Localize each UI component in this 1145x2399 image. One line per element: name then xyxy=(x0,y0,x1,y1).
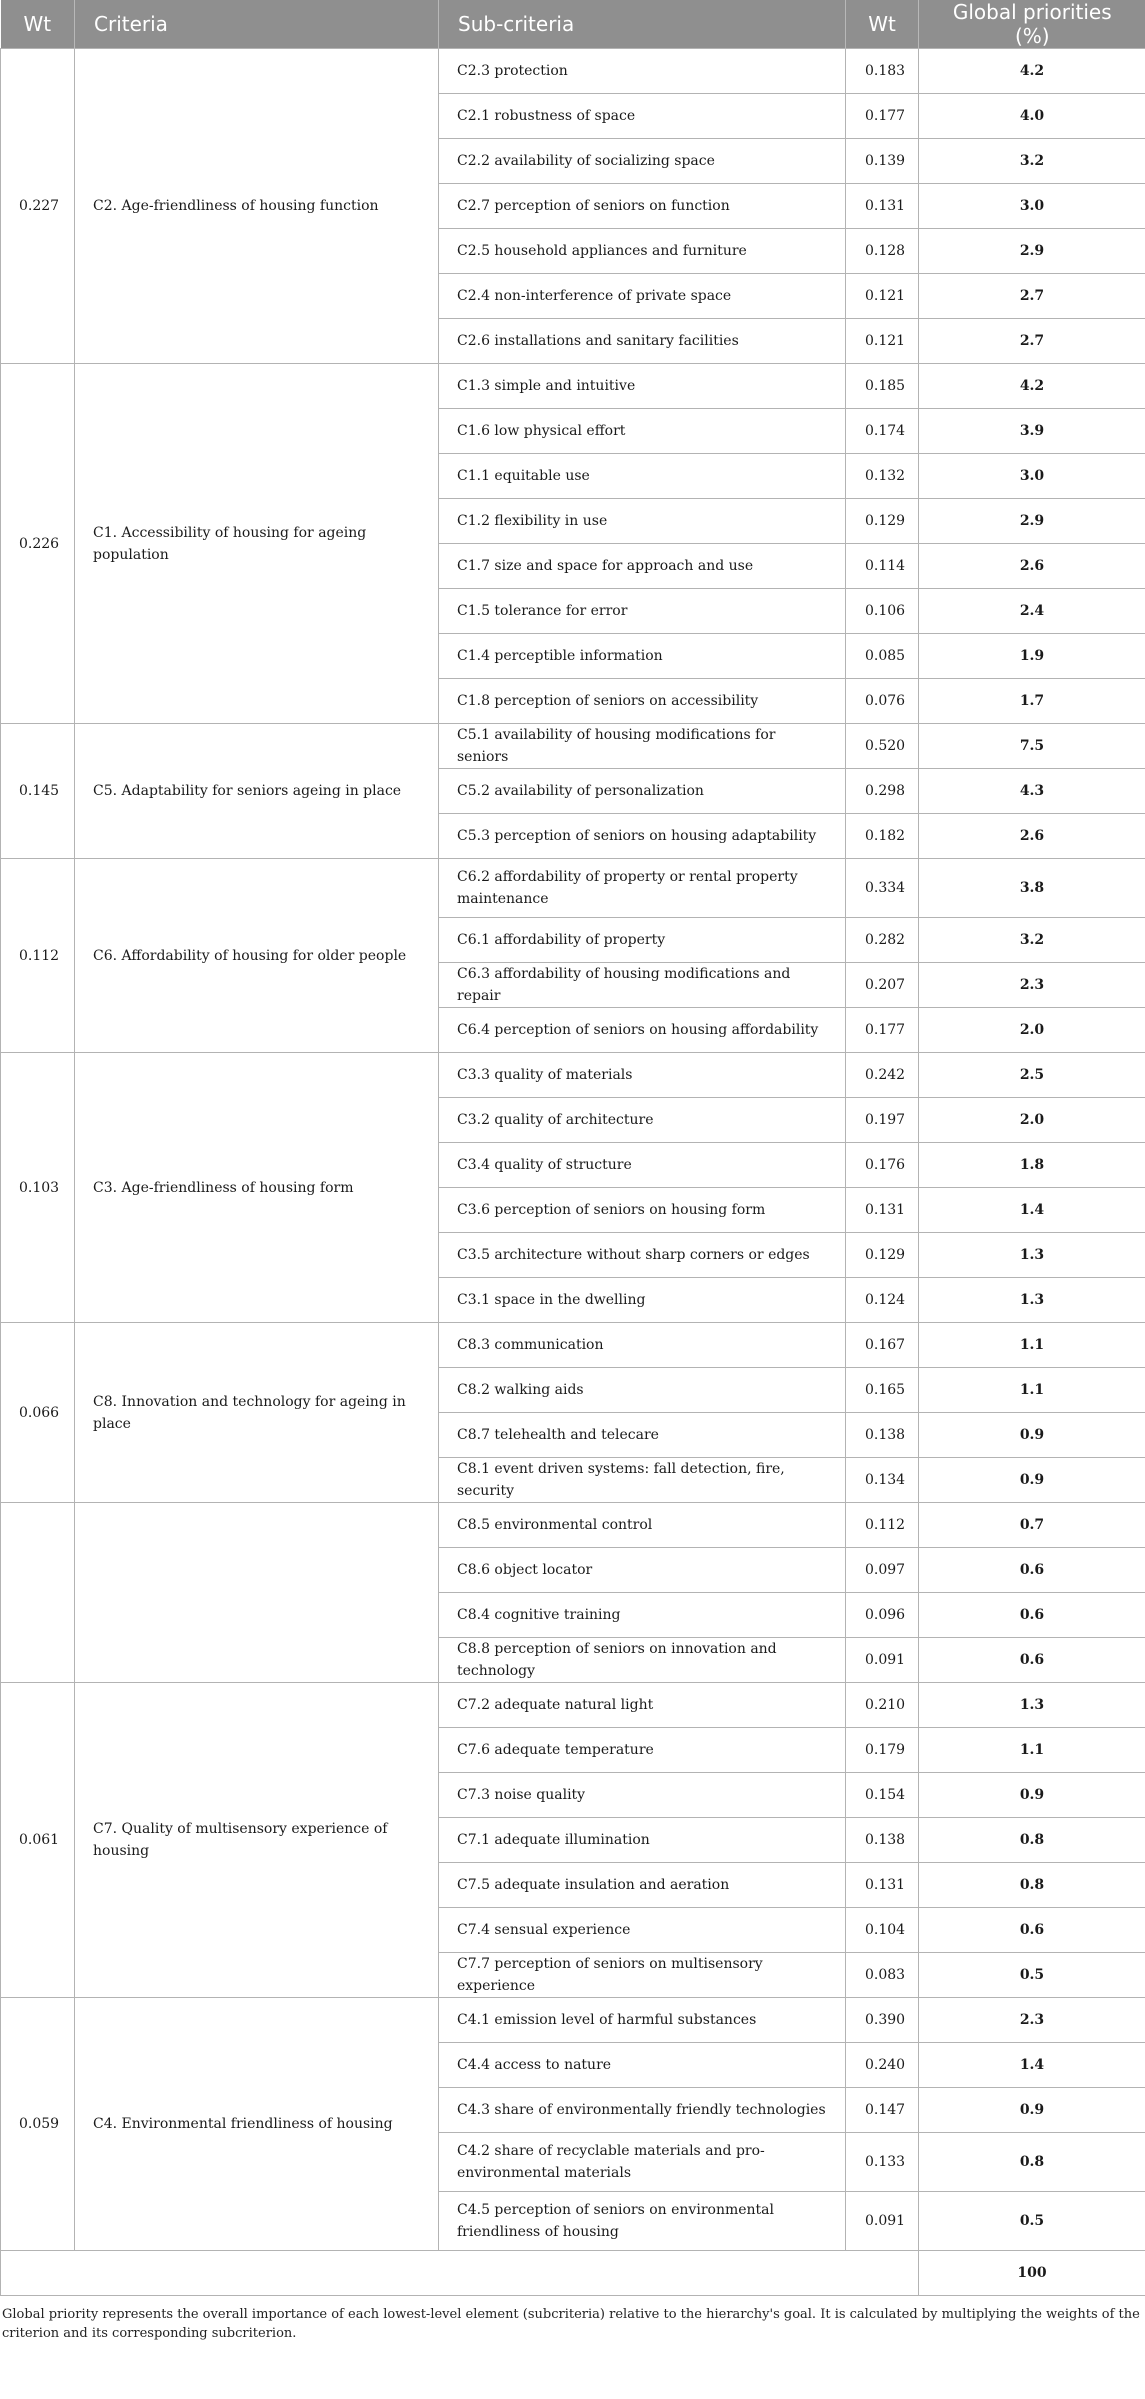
sub-criteria-weight: 0.282 xyxy=(846,918,919,963)
sub-criteria-weight: 0.131 xyxy=(846,1188,919,1233)
table-footnote: Global priority represents the overall importance of each lowest-level element (subcriteria) relative to the hierarchy's goal. It is calculated by multiplying the weights of the criterion and its corresponding subcriterion. xyxy=(2,2307,1140,2341)
sub-criteria-name: C5.3 perception of seniors on housing adaptability xyxy=(439,814,846,859)
sub-criteria-name: C7.4 sensual experience xyxy=(439,1908,846,1953)
sub-criteria-weight: 0.129 xyxy=(846,1233,919,1278)
global-priority-value: 2.7 xyxy=(919,319,1145,364)
global-priority-value: 3.9 xyxy=(919,409,1145,454)
sub-criteria-name: C8.7 telehealth and telecare xyxy=(439,1413,846,1458)
global-priority-value: 3.0 xyxy=(919,184,1145,229)
sub-criteria-weight: 0.520 xyxy=(846,724,919,769)
global-priority-value: 0.6 xyxy=(919,1593,1145,1638)
sub-criteria-weight: 0.242 xyxy=(846,1053,919,1098)
sub-criteria-name: C8.4 cognitive training xyxy=(439,1593,846,1638)
global-priority-value: 4.2 xyxy=(919,364,1145,409)
total-row xyxy=(1,2251,1145,2296)
sub-criteria-weight: 0.174 xyxy=(846,409,919,454)
global-priority-value: 1.4 xyxy=(919,1188,1145,1233)
criteria-weight xyxy=(1,1503,75,1683)
sub-criteria-weight: 0.138 xyxy=(846,1818,919,1863)
global-priority-value: 4.0 xyxy=(919,94,1145,139)
sub-criteria-weight: 0.124 xyxy=(846,1278,919,1323)
global-priority-value: 0.9 xyxy=(919,1773,1145,1818)
global-priority-value: 0.8 xyxy=(919,2133,1145,2192)
sub-criteria-name: C4.3 share of environmentally friendly technologies xyxy=(439,2088,846,2133)
sub-criteria-weight: 0.085 xyxy=(846,634,919,679)
sub-criteria-name: C3.3 quality of materials xyxy=(439,1053,846,1098)
global-priority-value: 0.9 xyxy=(919,1458,1145,1503)
table-body xyxy=(1,49,1145,2296)
sub-criteria-weight: 0.134 xyxy=(846,1458,919,1503)
global-priority-value: 2.3 xyxy=(919,1998,1145,2043)
global-priority-value: 3.2 xyxy=(919,918,1145,963)
sub-criteria-name: C5.1 availability of housing modifications for seniors xyxy=(439,724,846,769)
sub-criteria-name: C6.1 affordability of property xyxy=(439,918,846,963)
criteria-name: C3. Age-friendliness of housing form xyxy=(75,1053,439,1323)
sub-criteria-name: C6.4 perception of seniors on housing affordability xyxy=(439,1008,846,1053)
header-sub-wt: Wt xyxy=(846,0,919,49)
sub-criteria-name: C2.7 perception of seniors on function xyxy=(439,184,846,229)
global-priority-value: 2.6 xyxy=(919,544,1145,589)
sub-criteria-name: C4.4 access to nature xyxy=(439,2043,846,2088)
sub-criteria-weight: 0.210 xyxy=(846,1683,919,1728)
global-priority-value: 0.5 xyxy=(919,1953,1145,1998)
sub-criteria-name: C2.4 non-interference of private space xyxy=(439,274,846,319)
sub-criteria-weight: 0.106 xyxy=(846,589,919,634)
table-row xyxy=(1,1683,1145,1728)
global-priority-value: 7.5 xyxy=(919,724,1145,769)
sub-criteria-weight: 0.131 xyxy=(846,1863,919,1908)
global-priority-value: 2.5 xyxy=(919,1053,1145,1098)
global-priority-value: 0.8 xyxy=(919,1863,1145,1908)
sub-criteria-weight: 0.183 xyxy=(846,49,919,94)
sub-criteria-name: C1.6 low physical effort xyxy=(439,409,846,454)
sub-criteria-weight: 0.298 xyxy=(846,769,919,814)
global-priority-value: 1.8 xyxy=(919,1143,1145,1188)
criteria-name xyxy=(75,1503,439,1683)
sub-criteria-name: C2.2 availability of socializing space xyxy=(439,139,846,184)
header-global-priorities: Global priorities (%) xyxy=(919,0,1145,49)
sub-criteria-name: C1.5 tolerance for error xyxy=(439,589,846,634)
sub-criteria-name: C8.1 event driven systems: fall detection, fire, security xyxy=(439,1458,846,1503)
global-priority-value: 0.6 xyxy=(919,1638,1145,1683)
global-priority-value: 2.9 xyxy=(919,229,1145,274)
sub-criteria-name: C6.2 affordability of property or rental property maintenance xyxy=(439,859,846,918)
sub-criteria-weight: 0.138 xyxy=(846,1413,919,1458)
sub-criteria-name: C2.3 protection xyxy=(439,49,846,94)
sub-criteria-weight: 0.207 xyxy=(846,963,919,1008)
global-priority-value: 2.0 xyxy=(919,1098,1145,1143)
sub-criteria-name: C3.6 perception of seniors on housing form xyxy=(439,1188,846,1233)
global-priority-value: 2.3 xyxy=(919,963,1145,1008)
sub-criteria-name: C3.2 quality of architecture xyxy=(439,1098,846,1143)
table-row xyxy=(1,1503,1145,1548)
global-priority-value: 1.3 xyxy=(919,1683,1145,1728)
criteria-name: C4. Environmental friendliness of housing xyxy=(75,1998,439,2251)
criteria-weight: 0.066 xyxy=(1,1323,75,1503)
sub-criteria-name: C1.7 size and space for approach and use xyxy=(439,544,846,589)
global-priority-value: 1.7 xyxy=(919,679,1145,724)
global-priority-value: 2.9 xyxy=(919,499,1145,544)
sub-criteria-weight: 0.185 xyxy=(846,364,919,409)
global-priority-value: 2.6 xyxy=(919,814,1145,859)
sub-criteria-weight: 0.091 xyxy=(846,1638,919,1683)
sub-criteria-weight: 0.091 xyxy=(846,2192,919,2251)
global-priority-value: 3.0 xyxy=(919,454,1145,499)
global-priority-value: 4.3 xyxy=(919,769,1145,814)
header-wt: Wt xyxy=(1,0,75,49)
criteria-weight: 0.145 xyxy=(1,724,75,859)
sub-criteria-weight: 0.154 xyxy=(846,1773,919,1818)
sub-criteria-weight: 0.240 xyxy=(846,2043,919,2088)
sub-criteria-name: C7.7 perception of seniors on multisensory experience xyxy=(439,1953,846,1998)
header-sub-criteria: Sub-criteria xyxy=(439,0,846,49)
criteria-name: C5. Adaptability for seniors ageing in place xyxy=(75,724,439,859)
criteria-weight: 0.059 xyxy=(1,1998,75,2251)
sub-criteria-name: C6.3 affordability of housing modifications and repair xyxy=(439,963,846,1008)
global-priority-value: 1.1 xyxy=(919,1368,1145,1413)
sub-criteria-name: C8.3 communication xyxy=(439,1323,846,1368)
sub-criteria-weight: 0.112 xyxy=(846,1503,919,1548)
criteria-weight: 0.227 xyxy=(1,49,75,364)
sub-criteria-name: C2.5 household appliances and furniture xyxy=(439,229,846,274)
sub-criteria-name: C8.8 perception of seniors on innovation and technology xyxy=(439,1638,846,1683)
sub-criteria-name: C7.6 adequate temperature xyxy=(439,1728,846,1773)
sub-criteria-weight: 0.182 xyxy=(846,814,919,859)
sub-criteria-name: C2.6 installations and sanitary facilities xyxy=(439,319,846,364)
criteria-name: C8. Innovation and technology for ageing in place xyxy=(75,1323,439,1503)
table-row xyxy=(1,1323,1145,1368)
sub-criteria-name: C4.5 perception of seniors on environmental friendliness of housing xyxy=(439,2192,846,2251)
table-row xyxy=(1,859,1145,918)
sub-criteria-name: C1.3 simple and intuitive xyxy=(439,364,846,409)
header-criteria: Criteria xyxy=(75,0,439,49)
sub-criteria-name: C8.5 environmental control xyxy=(439,1503,846,1548)
total-row-spacer xyxy=(1,2251,919,2296)
global-priority-value: 0.6 xyxy=(919,1908,1145,1953)
global-priority-value: 3.8 xyxy=(919,859,1145,918)
sub-criteria-weight: 0.165 xyxy=(846,1368,919,1413)
sub-criteria-weight: 0.176 xyxy=(846,1143,919,1188)
sub-criteria-weight: 0.097 xyxy=(846,1548,919,1593)
global-priority-value: 1.4 xyxy=(919,2043,1145,2088)
sub-criteria-name: C1.4 perceptible information xyxy=(439,634,846,679)
criteria-weight: 0.226 xyxy=(1,364,75,724)
global-priority-value: 0.9 xyxy=(919,2088,1145,2133)
global-priority-value: 4.2 xyxy=(919,49,1145,94)
sub-criteria-weight: 0.167 xyxy=(846,1323,919,1368)
criteria-weight: 0.112 xyxy=(1,859,75,1053)
global-priority-value: 0.6 xyxy=(919,1548,1145,1593)
criteria-weight: 0.103 xyxy=(1,1053,75,1323)
global-priority-value: 1.1 xyxy=(919,1728,1145,1773)
sub-criteria-name: C7.3 noise quality xyxy=(439,1773,846,1818)
header-row xyxy=(1,0,1145,49)
table-row xyxy=(1,1053,1145,1098)
sub-criteria-name: C3.4 quality of structure xyxy=(439,1143,846,1188)
sub-criteria-name: C8.6 object locator xyxy=(439,1548,846,1593)
sub-criteria-weight: 0.096 xyxy=(846,1593,919,1638)
total-value: 100 xyxy=(919,2251,1145,2296)
global-priority-value: 2.0 xyxy=(919,1008,1145,1053)
sub-criteria-weight: 0.104 xyxy=(846,1908,919,1953)
sub-criteria-weight: 0.197 xyxy=(846,1098,919,1143)
table-row xyxy=(1,49,1145,94)
global-priority-value: 1.3 xyxy=(919,1233,1145,1278)
sub-criteria-name: C4.1 emission level of harmful substances xyxy=(439,1998,846,2043)
sub-criteria-weight: 0.177 xyxy=(846,94,919,139)
sub-criteria-name: C7.5 adequate insulation and aeration xyxy=(439,1863,846,1908)
global-priority-value: 1.9 xyxy=(919,634,1145,679)
sub-criteria-name: C4.2 share of recyclable materials and pro-environmental materials xyxy=(439,2133,846,2192)
sub-criteria-name: C8.2 walking aids xyxy=(439,1368,846,1413)
sub-criteria-weight: 0.076 xyxy=(846,679,919,724)
table-row xyxy=(1,1998,1145,2043)
sub-criteria-name: C5.2 availability of personalization xyxy=(439,769,846,814)
sub-criteria-name: C3.1 space in the dwelling xyxy=(439,1278,846,1323)
criteria-name: C1. Accessibility of housing for ageing population xyxy=(75,364,439,724)
sub-criteria-weight: 0.139 xyxy=(846,139,919,184)
sub-criteria-weight: 0.131 xyxy=(846,184,919,229)
global-priority-value: 0.8 xyxy=(919,1818,1145,1863)
sub-criteria-weight: 0.147 xyxy=(846,2088,919,2133)
sub-criteria-weight: 0.390 xyxy=(846,1998,919,2043)
sub-criteria-weight: 0.083 xyxy=(846,1953,919,1998)
global-priority-value: 2.4 xyxy=(919,589,1145,634)
sub-criteria-name: C1.1 equitable use xyxy=(439,454,846,499)
sub-criteria-weight: 0.114 xyxy=(846,544,919,589)
sub-criteria-weight: 0.177 xyxy=(846,1008,919,1053)
global-priority-value: 0.5 xyxy=(919,2192,1145,2251)
global-priority-value: 0.7 xyxy=(919,1503,1145,1548)
criteria-name: C7. Quality of multisensory experience of housing xyxy=(75,1683,439,1998)
sub-criteria-name: C1.8 perception of seniors on accessibility xyxy=(439,679,846,724)
global-priority-value: 2.7 xyxy=(919,274,1145,319)
table-row xyxy=(1,364,1145,409)
sub-criteria-name: C7.1 adequate illumination xyxy=(439,1818,846,1863)
global-priority-value: 0.9 xyxy=(919,1413,1145,1458)
global-priority-value: 1.3 xyxy=(919,1278,1145,1323)
sub-criteria-weight: 0.334 xyxy=(846,859,919,918)
sub-criteria-name: C1.2 flexibility in use xyxy=(439,499,846,544)
sub-criteria-weight: 0.132 xyxy=(846,454,919,499)
criteria-name: C6. Affordability of housing for older people xyxy=(75,859,439,1053)
criteria-name: C2. Age-friendliness of housing function xyxy=(75,49,439,364)
sub-criteria-weight: 0.121 xyxy=(846,319,919,364)
global-priority-value: 3.2 xyxy=(919,139,1145,184)
global-priority-value: 1.1 xyxy=(919,1323,1145,1368)
sub-criteria-weight: 0.121 xyxy=(846,274,919,319)
sub-criteria-name: C3.5 architecture without sharp corners or edges xyxy=(439,1233,846,1278)
sub-criteria-name: C7.2 adequate natural light xyxy=(439,1683,846,1728)
sub-criteria-weight: 0.133 xyxy=(846,2133,919,2192)
sub-criteria-weight: 0.129 xyxy=(846,499,919,544)
sub-criteria-weight: 0.179 xyxy=(846,1728,919,1773)
sub-criteria-name: C2.1 robustness of space xyxy=(439,94,846,139)
sub-criteria-weight: 0.128 xyxy=(846,229,919,274)
table-row xyxy=(1,724,1145,769)
criteria-weight: 0.061 xyxy=(1,1683,75,1998)
